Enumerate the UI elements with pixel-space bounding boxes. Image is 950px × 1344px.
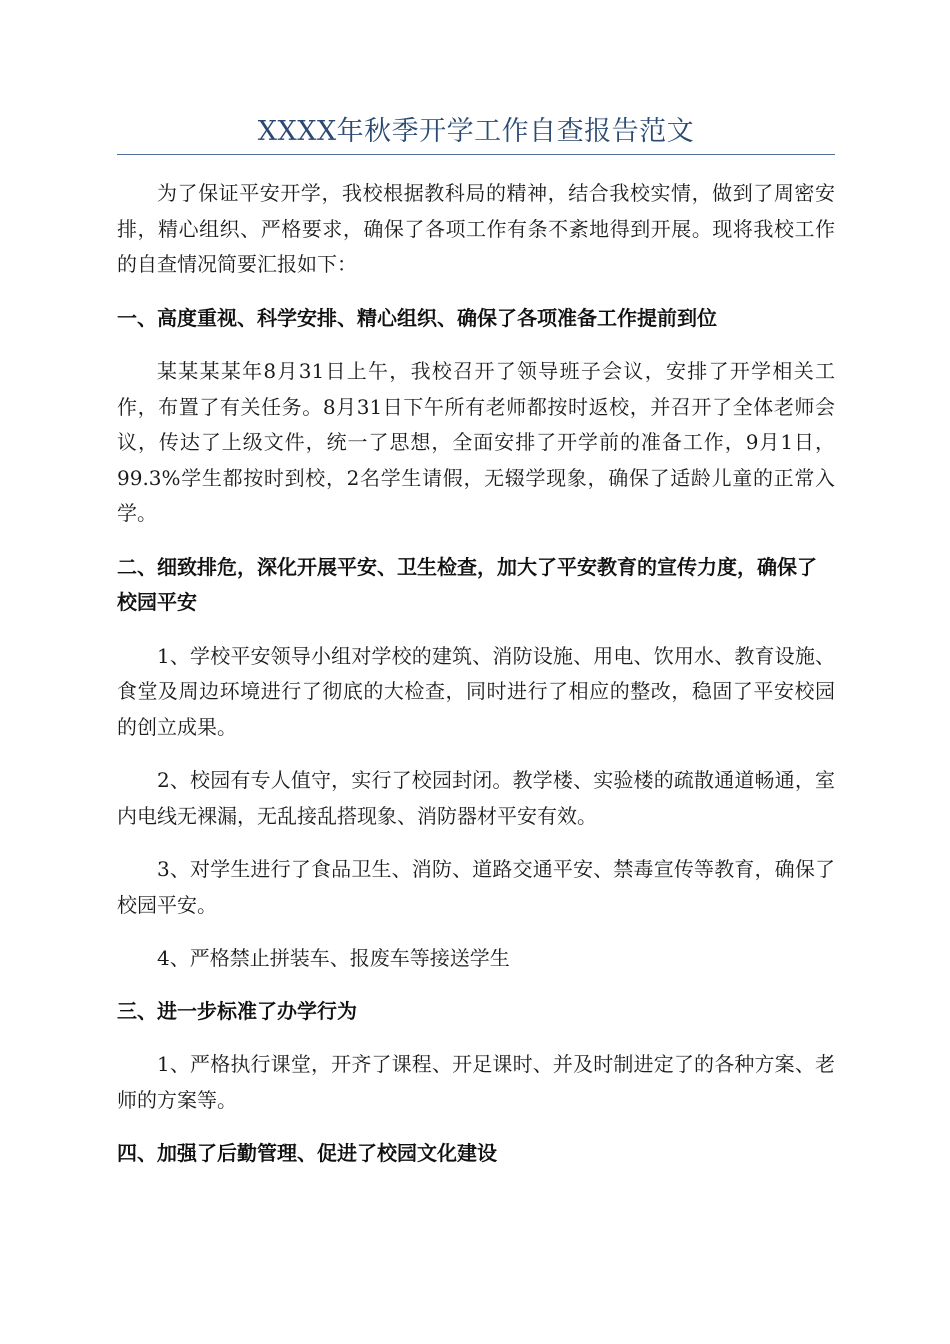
- section-2-heading: 二、细致排危，深化开展平安、卫生检查，加大了平安教育的宣传力度，确保了校园平安: [117, 554, 817, 614]
- section-2-paragraph-3: 3、对学生进行了食品卫生、消防、道路交通平安、禁毒宣传等教育，确保了校园平安。: [117, 857, 835, 917]
- section-2-paragraph-4: 4、严格禁止拼装车、报废车等接送学生: [157, 946, 510, 970]
- section-4-heading: 四、加强了后勤管理、促进了校园文化建设: [117, 1141, 497, 1165]
- title-underline: [117, 154, 835, 155]
- section-1-heading: 一、高度重视、科学安排、精心组织、确保了各项准备工作提前到位: [117, 305, 717, 330]
- section-3-paragraph-1: 1、严格执行课堂，开齐了课程、开足课时、并及时制进定了的各种方案、老师的方案等。: [117, 1052, 835, 1112]
- section-2-paragraph-1: 1、学校平安领导小组对学校的建筑、消防设施、用电、饮用水、教育设施、食堂及周边环境进行了彻底的大检查，同时进行了相应的整改，稳固了平安校园的创立成果。: [117, 643, 835, 739]
- document-title: XXXX年秋季开学工作自查报告范文: [257, 116, 695, 147]
- section-1-paragraph-1: 某某某某年8月31日上午，我校召开了领导班子会议，安排了开学相关工作，布置了有关任务。8月31日下午所有老师都按时返校，并召开了全体老师会议，传达了上级文件，统一了思想，全面安排了开学前的准备工作，9月1日，99.3%学生都按时到校，2名学生请假，无辍学现象，确保了适龄儿童的正常入学。: [117, 359, 835, 525]
- section-3-heading: 三、进一步标准了办学行为: [117, 998, 357, 1023]
- intro-paragraph: 为了保证平安开学，我校根据教科局的精神，结合我校实情，做到了周密安排，精心组织、严格要求，确保了各项工作有条不紊地得到开展。现将我校工作的自查情况简要汇报如下：: [117, 181, 835, 276]
- section-2-paragraph-2: 2、校园有专人值守，实行了校园封闭。教学楼、实验楼的疏散通道畅通，室内电线无裸漏，无乱接乱搭现象、消防器材平安有效。: [117, 768, 835, 828]
